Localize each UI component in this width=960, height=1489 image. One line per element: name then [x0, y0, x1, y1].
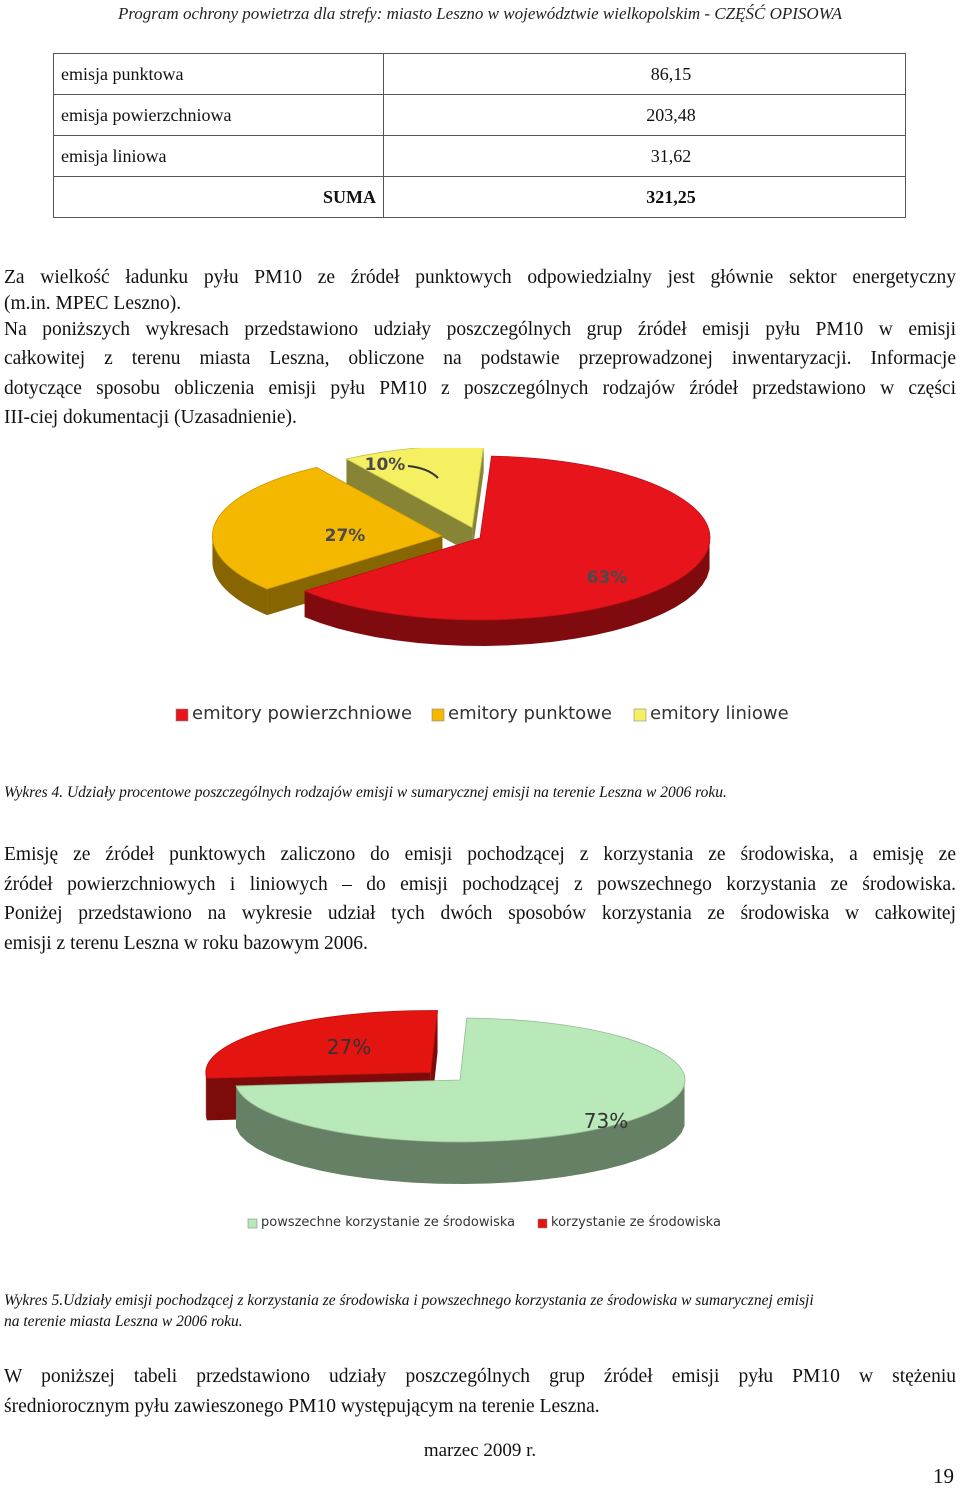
text-line: Poniżej przedstawiono na wykresie udział tych dwóch sposobów korzystania ze środowiska w całkowitej	[4, 903, 956, 924]
text-line: III-ciej dokumentacji (Uzasadnienie).	[4, 407, 297, 428]
legend-entry	[538, 1215, 721, 1230]
data-label: 27%	[326, 1035, 372, 1059]
row-value: 31,62	[384, 136, 906, 177]
legend-entry	[176, 703, 412, 724]
caption-line: na terenie miasta Leszna w 2006 roku.	[4, 1313, 243, 1330]
legend-entry	[634, 703, 789, 724]
table-row	[54, 54, 906, 95]
data-label: 73%	[583, 1109, 629, 1133]
text-line: W poniższej tabeli przedstawiono udziały poszczególnych grup źródeł emisji pyłu PM10 w stężeniu	[4, 1366, 956, 1387]
row-value: 203,48	[384, 95, 906, 136]
document-header: Program ochrony powietrza dla strefy: miasto Leszno w województwie wielkopolskim - CZĘŚĆ OPISOWA	[117, 4, 843, 23]
caption-line: Wykres 5.Udziały emisji pochodzącej z korzystania ze środowiska i powszechnego korzystania ze środowiska w sumarycznej emisji	[4, 1292, 814, 1309]
text-line: (m.in. MPEC Leszno).	[4, 292, 182, 314]
legend-label: emitory punktowe	[448, 703, 612, 724]
legend-label: emitory liniowe	[650, 703, 789, 724]
data-label: 27%	[324, 526, 366, 546]
text-line: Emisję ze źródeł punktowych zaliczono do emisji pochodzącej z korzystania ze środowiska, a emisję ze	[4, 844, 956, 865]
pie-chart-environment-use	[200, 1010, 760, 1240]
sum-label: SUMA	[54, 177, 384, 218]
table-row	[54, 95, 906, 136]
text-line: Za wielkość ładunku pyłu PM10 ze źródeł punktowych odpowiedzialny jest głównie sektor energetyczny	[4, 267, 956, 288]
text-line: emisji z terenu Leszna w roku bazowym 2006.	[4, 932, 368, 954]
row-label: emisja liniowa	[54, 136, 384, 177]
legend-entry	[432, 703, 612, 724]
legend-swatch	[176, 709, 188, 721]
footer-date: marzec 2009 r.	[423, 1440, 537, 1461]
data-label: 63%	[586, 568, 628, 588]
figure-caption-5	[4, 1290, 954, 1332]
emission-table	[53, 53, 906, 218]
table-sum-row	[54, 177, 906, 218]
legend-label: korzystanie ze środowiska	[551, 1215, 721, 1230]
legend-entry	[248, 1215, 515, 1230]
table-row	[54, 136, 906, 177]
figure-caption-4: Wykres 4. Udziały procentowe poszczególnych rodzajów emisji w sumarycznej emisji na terenie Leszna w 2006 roku.	[4, 784, 727, 801]
sum-value: 321,25	[384, 177, 906, 218]
data-label: 10%	[364, 455, 406, 475]
row-label: emisja punktowa	[54, 54, 384, 95]
row-label: emisja powierzchniowa	[54, 95, 384, 136]
legend-swatch	[538, 1219, 547, 1228]
text-line: źródeł powierzchniowych i liniowych – do emisji pochodzącej z powszechnego korzystania ze środowiska.	[4, 873, 956, 895]
row-value: 86,15	[384, 54, 906, 95]
text-line: dotyczące sposobu obliczenia emisji pyłu PM10 z poszczególnych rodzajów źródeł przedstawiono w części	[4, 377, 956, 399]
text-line: Na poniższych wykresach przedstawiono udziały poszczególnych grup źródeł emisji pyłu PM10 w emisji	[4, 318, 956, 340]
page-number: 19	[933, 1464, 954, 1488]
legend-label: emitory powierzchniowe	[192, 703, 413, 724]
legend-swatch	[432, 709, 444, 721]
legend-swatch	[634, 709, 646, 721]
legend-swatch	[248, 1219, 257, 1228]
paragraph-table-intro	[4, 1362, 956, 1421]
text-line: całkowitej z terenu miasta Leszna, obliczone na podstawie przeprowadzonej inwentaryzacji. Informacje	[4, 348, 956, 369]
text-line: średniorocznym pyłu zawieszonego PM10 występującym na terenie Leszna.	[4, 1395, 600, 1417]
pie-chart-emission-sources	[160, 448, 820, 740]
paragraph-intro	[4, 263, 956, 433]
paragraph-usage	[4, 840, 956, 958]
legend-label: powszechne korzystanie ze środowiska	[261, 1215, 516, 1230]
